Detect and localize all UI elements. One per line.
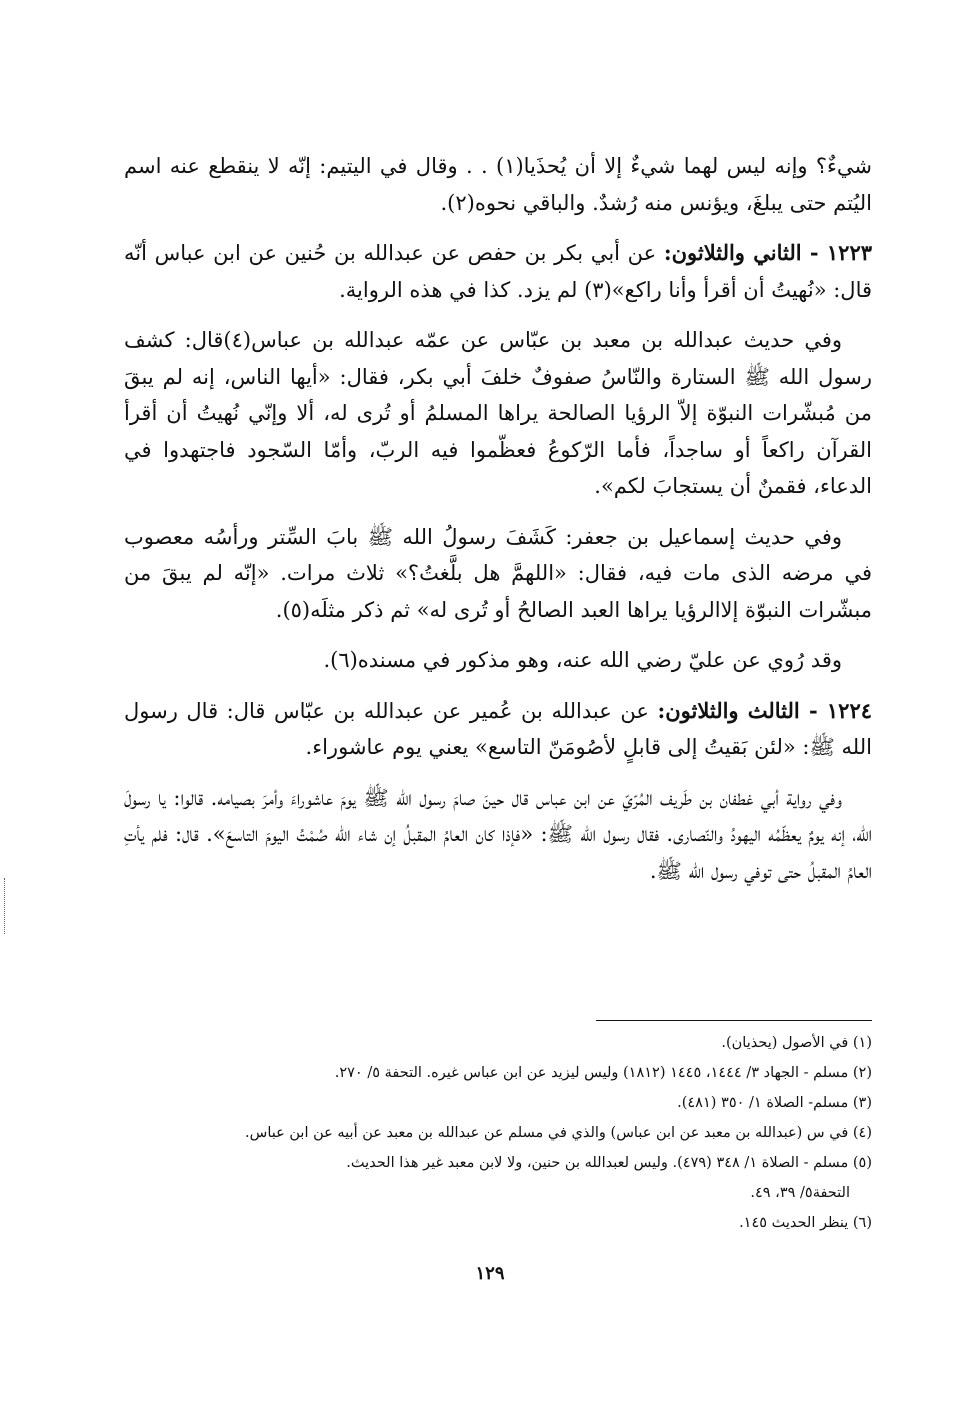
footnote-6: (٦) ينظر الحديث ١٤٥. — [739, 1215, 872, 1231]
hadith-1223-heading: ١٢٢٣ - الثاني والثلاثون: — [663, 240, 873, 265]
paragraph-3: وفي حديث عبدالله بن معبد بن عبّاس عن عمّه عبدالله بن عباس(٤)قال: كشف رسول الله ﷺ الستارة والنّاسُ صفوفٌ خلفَ أبي بكر، فقال: «أيها الناس، إنه لم يبقَ من مُبشّرات النبوّة إلاّ الرؤيا الصالحة يراها المسلمُ أو تُرى له، ألا وإنّي نُهيتُ أن أقرأ القرآن راكعاً أو ساجداً، فأما الرّكوعُ فعظّموا فيه الربّ، وأمّا السّجود فاجتهدوا في الدعاء، فقمنٌ أن يستجابَ لكم». — [124, 328, 872, 498]
page-number: ١٢٩ — [475, 1263, 505, 1284]
hadith-1223 — [124, 235, 872, 308]
footnote-3: (٣) مسلم- الصلاة ١/ ٣٥٠ (٤٨١). — [677, 1095, 872, 1111]
paragraph-7: وفي رواية أبي غطفان بن طَريف المُرّيّ عن ابن عباس قال حينَ صامَ رسول الله ﷺ يومَ عاشوراءَ وأمرَ بصيامه. قالوا: يا رسولَ الله، إنه يومٌ يعظّمُه اليهودُ والنّصارى. فقال رسول الله ﷺ: «فإذا كان العامُ المقبلُ إن شاء الله صُمْتُ اليومَ التاسعَ». قال: فلم يأتِ العامُ المقبلُ حتى توفي رسول الله ﷺ. — [124, 785, 872, 883]
hadith-1224 — [124, 693, 872, 766]
paragraph-1: شيءٌ؟ وإنه ليس لهما شيءٌ إلا أن يُحذَيا(١) . . وقال في اليتيم: إنّه لا ينقطع عنه اسم اليُتم حتى يبلغَ، ويؤنس منه رُشدٌ. والباقي نحوه(٢). — [124, 154, 873, 215]
footnote-1: (١) في الأصول (يحذيان). — [721, 1035, 872, 1051]
margin-scan-mark — [4, 878, 9, 934]
paragraph-4: وفي حديث إسماعيل بن جعفر: كَشَفَ رسولُ الله ﷺ بابَ السِّتر ورأسُه معصوب في مرضه الذى مات فيه، فقال: «اللهمَّ هل بلَّغتُ؟» ثلاث مرات. «إنّه لم يبقَ من مبشّرات النبوّة إلاالرؤيا يراها العبد الصالحُ أو تُرى له» ثم ذكر مثلَه(٥). — [124, 524, 872, 622]
paragraph-5: وقد رُوي عن عليّ رضي الله عنه، وهو مذكور في مسنده(٦). — [323, 648, 842, 672]
hadith-1224-heading: ١٢٢٤ - الثالث والثلاثون: — [657, 697, 873, 723]
hadith-1224-text: عن عبدالله بن عُمير عن عبدالله بن عبّاس قال: قال رسول الله ﷺ: «لئن بَقيتُ إلى قابلٍ لأصُومَنّ التاسع» يعني يوم عاشوراء. — [124, 698, 872, 759]
footnote-5-continuation: التحفة٥/ ٣٩، ٤٩. — [750, 1185, 850, 1201]
footnote-4: (٤) في س (عبدالله بن معبد عن ابن عباس) والذي في مسلم عن عبدالله بن معبد عن أبيه عن ابن عباس. — [245, 1125, 872, 1141]
hadith-1223-text: عن أبي بكر بن حفص عن عبدالله بن حُنين عن ابن عباس أنّه قال: «نُهيتُ أن أقرأ وأنا راكع»(٣) لم يزد. كذا في هذه الرواية. — [124, 241, 872, 302]
footnote-separator — [596, 1020, 872, 1021]
footnote-5: (٥) مسلم - الصلاة ١/ ٣٤٨ (٤٧٩). وليس لعبدالله بن حنين، ولا لابن معبد غير هذا الحديث. — [346, 1155, 872, 1171]
footnotes — [124, 1028, 872, 1238]
main-text — [124, 148, 872, 903]
footnote-2: (٢) مسلم - الجهاد ٣/ ١٤٤٤، ١٤٤٥ (١٨١٢) وليس ليزيد عن ابن عباس غيره. التحفة ٥/ ٢٧٠. — [334, 1065, 872, 1081]
